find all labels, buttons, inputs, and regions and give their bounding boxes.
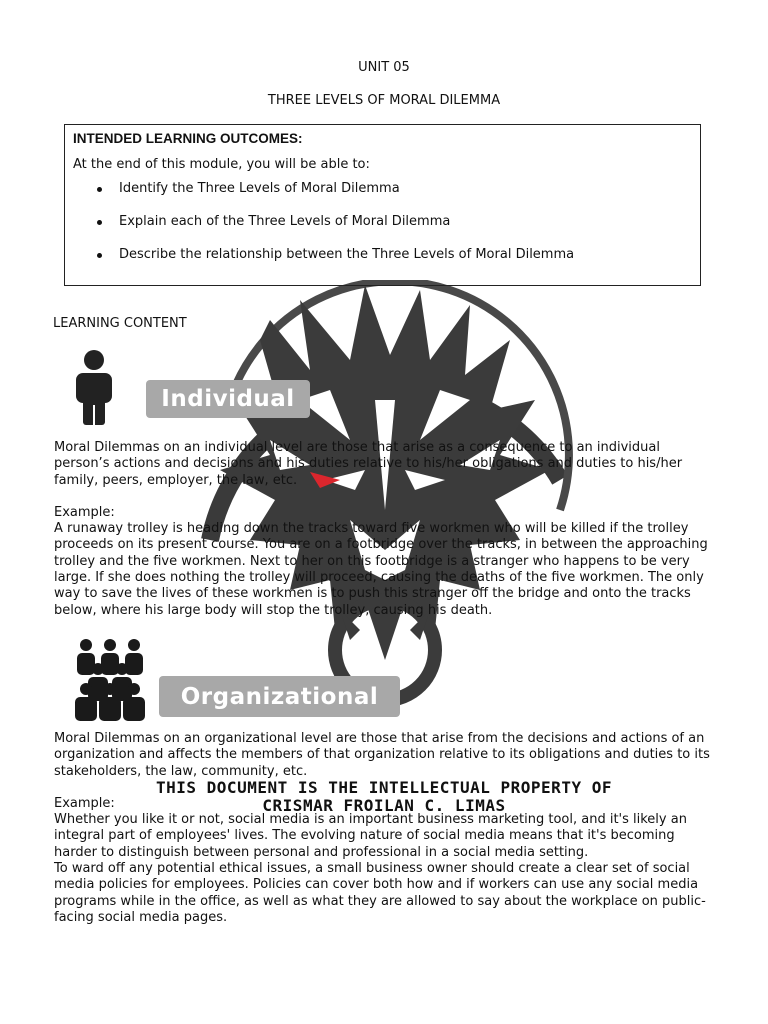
ip-notice-line-1: THIS DOCUMENT IS THE INTELLECTUAL PROPERTY OF — [156, 778, 612, 797]
person-icon — [72, 350, 116, 425]
outcomes-heading: INTENDED LEARNING OUTCOMES: — [73, 131, 303, 146]
individual-definition: Moral Dilemmas on an individual level are those that arise as a consequence to an individual person’s actions and decisions and his duties relative to his/her obligations and duties to his/her family, peers, employer, the law, etc. — [54, 440, 683, 488]
ip-notice-line-2: CRISMAR FROILAN C. LIMAS — [262, 796, 506, 815]
outcome-item: Describe the relationship between the Three Levels of Moral Dilemma — [73, 245, 692, 264]
individual-section-text — [54, 440, 714, 619]
outcomes-intro: At the end of this module, you will be able to: — [73, 157, 370, 172]
page-title: THREE LEVELS OF MORAL DILEMMA — [267, 93, 501, 108]
outcome-item: Explain each of the Three Levels of Moral Dilemma — [73, 212, 692, 231]
outcomes-list — [73, 179, 692, 264]
organizational-section-text — [54, 731, 714, 926]
learning-outcomes-box — [64, 124, 701, 286]
organizational-example-label: Example: — [54, 795, 115, 811]
organizational-example-2: To ward off any potential ethical issues, a small business owner should create a clear set of social media policies for employees. Policies can cover both how and if workers can use any social media programs while in the office, as well as what they are allowed to say about the workplace on public-facing social media pages. — [54, 861, 706, 925]
individual-example: A runaway trolley is heading down the tracks toward five workmen who will be killed if the trolley proceeds on its present course. You are on a footbridge over the tracks, in between the approaching trolley and the five workmen. Next to her on this footbridge is a stranger who happens to be very large. If she does nothing the trolley will proceed, causing the deaths of the five workmen. The only way to save the lives of these workmen is to push this stranger off the bridge and onto the tracks below, where his large body will stop the trolley, causing his death. — [54, 521, 708, 618]
learning-content-heading: LEARNING CONTENT — [53, 316, 187, 331]
group-icon — [72, 637, 148, 721]
organizational-definition: Moral Dilemmas on an organizational level are those that arise from the decisions and actions of an organization and affects the members of that organization relative to its obligations and duties to its stakeholders, the law, community, etc. — [54, 731, 710, 779]
individual-label: Individual — [146, 380, 310, 418]
outcome-item: Identify the Three Levels of Moral Dilemma — [73, 179, 692, 198]
organizational-example-1: Whether you like it or not, social media is an important business marketing tool, and it's likely an integral part of employees' lives. The evolving nature of social media means that it's becoming harder to distinguish between personal and professional in a social media setting. — [54, 812, 687, 860]
unit-title: UNIT 05 — [358, 60, 410, 75]
individual-example-label: Example: — [54, 504, 115, 520]
organizational-label: Organizational — [159, 676, 400, 717]
